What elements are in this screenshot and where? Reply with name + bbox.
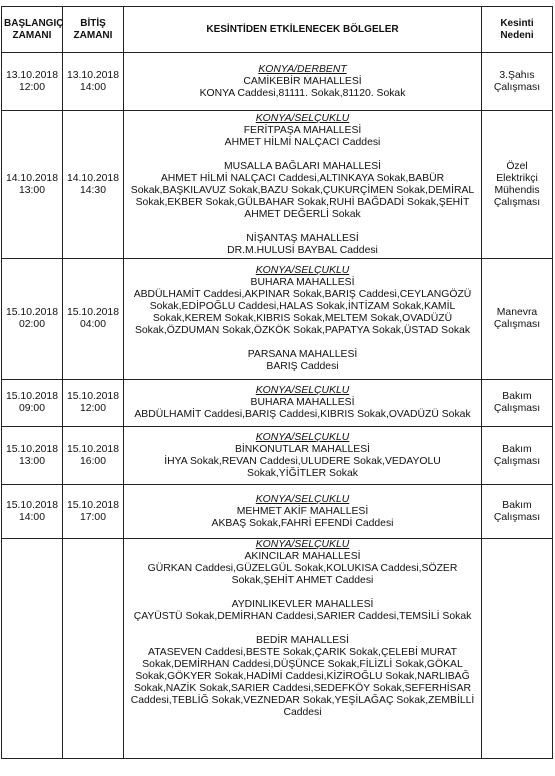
reason-line: Manevra xyxy=(496,307,538,318)
area-line: ÇAYÜSTÜ Sokak,DEMİRHAN Caddesi,SARIER Caddesi,TEMSİLİ Sokak xyxy=(133,611,472,622)
areas-cell xyxy=(124,427,482,485)
area-line: ABDÜLHAMİT Caddesi,BARIŞ Caddesi,KIBRIS Sokak,OVADÜZÜ Sokak xyxy=(134,409,471,420)
start-time: 12:00 xyxy=(18,81,45,93)
area-line: AKBAŞ Sokak,FAHRİ EFENDİ Caddesi xyxy=(211,517,394,529)
end-date: 13.10.2018 xyxy=(66,69,119,81)
start-cell xyxy=(2,111,63,259)
reason-line: Çalışması xyxy=(493,81,541,93)
reason-cell xyxy=(482,53,553,111)
reason-line: Özel xyxy=(506,160,528,172)
header-end: BİTİŞ ZAMANI xyxy=(63,7,124,53)
areas-cell xyxy=(124,53,482,111)
header-reason: Kesinti Nedeni xyxy=(482,7,553,53)
start-date: 15.10.2018 xyxy=(5,443,58,455)
start-cell xyxy=(2,53,63,111)
area-line: Sokak,BAŞKILAVUZ Sokak,BAZU Sokak,ÇUKURÇİMEN Sokak,DEMİRAL xyxy=(130,184,475,196)
area-line: AKINCILAR MAHALLESİ xyxy=(244,551,361,562)
region-label: KONYA/SELÇUKLU xyxy=(255,431,350,443)
area-line: MUSALLA BAĞLARI MAHALLESİ xyxy=(223,160,382,172)
area-line: Caddesi,TEBLİĞ Sokak,VEZNEDAR Sokak,YEŞİLAĞAÇ Sokak,ZEMBİLLİ xyxy=(130,695,475,706)
end-time: 14:30 xyxy=(79,184,106,196)
outage-table xyxy=(1,6,553,759)
area-line: Caddesi xyxy=(283,707,322,718)
start-cell xyxy=(2,539,63,759)
reason-line: Bakım xyxy=(502,391,532,402)
area-line: BEDİR MAHALLESİ xyxy=(256,635,349,646)
end-cell xyxy=(63,485,124,539)
end-time: 16:00 xyxy=(79,455,106,467)
reason-line: Elektrikçi xyxy=(496,172,538,184)
area-line: ABDÜLHAMİT Caddesi,AKPINAR Sokak,BARIŞ Caddesi,CEYLANGÖZÜ xyxy=(133,289,472,300)
start-cell xyxy=(2,380,63,427)
start-cell xyxy=(2,259,63,380)
reason-cell xyxy=(482,539,553,759)
area-line: GÜRKAN Caddesi,GÜZELGÜL Sokak,KOLUKISA Caddesi,SÖZER xyxy=(147,563,458,574)
start-date: 14.10.2018 xyxy=(5,172,58,184)
region-label: KONYA/SELÇUKLU xyxy=(255,493,350,505)
end-date: 15.10.2018 xyxy=(66,499,119,511)
end-cell xyxy=(63,380,124,427)
reason-cell xyxy=(482,111,553,259)
area-line: BUHARA MAHALLESİ xyxy=(250,277,355,288)
spacer xyxy=(126,221,479,233)
area-line: CAMİKEBİR MAHALLESİ xyxy=(243,75,362,87)
spacer xyxy=(126,149,479,161)
area-line: FERİTPAŞA MAHALLESİ xyxy=(243,124,362,136)
reason-line: Çalışması xyxy=(493,455,541,467)
table-row xyxy=(2,485,553,539)
header-start: BAŞLANGIÇ ZAMANI xyxy=(2,7,63,53)
reason-line: Çalışması xyxy=(493,196,541,208)
area-line: PARSANA MAHALLESİ xyxy=(247,349,358,360)
reason-line: Bakım xyxy=(502,499,532,511)
reason-line: Çalışması xyxy=(493,403,541,414)
area-line: Sokak,ÖZDUMAN Sokak,ÖZKÖK Sokak,PAPATYA Sokak,ÜSTAD Sokak xyxy=(134,325,471,336)
area-line: Sokak,KEREM Sokak,KIBRIS Sokak,MELTEM Sokak,OVADÜZÜ xyxy=(152,313,453,324)
areas-cell xyxy=(124,380,482,427)
start-time: 09:00 xyxy=(18,403,45,414)
start-time: 14:00 xyxy=(18,511,45,523)
spacer xyxy=(126,587,479,599)
area-line: NİŞANTAŞ MAHALLESİ xyxy=(246,232,359,244)
header-areas: KESİNTİDEN ETKİLENECEK BÖLGELER xyxy=(124,7,482,53)
region-label: KONYA/SELÇUKLU xyxy=(255,265,350,276)
end-date: 14.10.2018 xyxy=(66,172,119,184)
table-row xyxy=(2,380,553,427)
areas-cell xyxy=(124,539,482,759)
area-line: AYDINLIKEVLER MAHALLESİ xyxy=(231,599,374,610)
header-row xyxy=(2,7,553,53)
end-cell xyxy=(63,427,124,485)
spacer xyxy=(126,337,479,349)
area-line: AHMET DEĞERLİ Sokak xyxy=(244,208,361,220)
start-date: 15.10.2018 xyxy=(5,307,58,318)
reason-line: Çalışması xyxy=(493,319,541,330)
table-row xyxy=(2,259,553,380)
area-line: AHMET HİLMİ NALÇACI Caddesi xyxy=(224,136,381,148)
region-label: KONYA/SELÇUKLU xyxy=(255,539,350,550)
area-line: ATASEVEN Caddesi,BESTE Sokak,ÇARIK Sokak,ÇELEBİ MURAT xyxy=(148,647,457,658)
table-row xyxy=(2,539,553,759)
end-cell xyxy=(63,53,124,111)
reason-line: Mühendis xyxy=(494,184,540,196)
areas-cell xyxy=(124,485,482,539)
start-time: 02:00 xyxy=(18,319,45,330)
table-row xyxy=(2,53,553,111)
area-line: Sokak,NAZİK Sokak,SARIER Caddesi,SEDEFKÖY Sokak,SEFERHİSAR xyxy=(133,683,472,694)
end-cell xyxy=(63,111,124,259)
end-date: 15.10.2018 xyxy=(66,391,119,402)
end-time: 12:00 xyxy=(79,403,106,414)
region-label: KONYA/DERBENT xyxy=(258,63,347,75)
area-line: BUHARA MAHALLESİ xyxy=(250,397,355,408)
end-time: 14:00 xyxy=(79,81,106,93)
area-line: BİNKONUTLAR MAHALLESİ xyxy=(234,443,371,455)
table-row xyxy=(2,111,553,259)
table-row xyxy=(2,427,553,485)
area-line: BARIŞ Caddesi xyxy=(266,361,339,372)
reason-cell xyxy=(482,259,553,380)
reason-cell xyxy=(482,485,553,539)
reason-line: 3.Şahıs xyxy=(499,69,535,81)
reason-line: Çalışması xyxy=(493,511,541,523)
area-line: Sokak,DEMİRHAN Caddesi,DÜŞÜNCE Sokak,FİLİZLİ Sokak,GÖKAL xyxy=(142,659,463,670)
start-date: 15.10.2018 xyxy=(5,499,58,511)
end-cell xyxy=(63,539,124,759)
start-cell xyxy=(2,485,63,539)
area-line: Sokak,EDİPOĞLU Caddesi,HALAS Sokak,İNTİZAM Sokak,KAMİL xyxy=(149,301,456,312)
area-line: MEHMET AKİF MAHALLESİ xyxy=(236,505,369,517)
area-line: Sokak,YİĞİTLER Sokak xyxy=(247,467,358,479)
end-date: 15.10.2018 xyxy=(66,443,119,455)
start-time: 13:00 xyxy=(18,455,45,467)
start-date: 15.10.2018 xyxy=(5,391,58,402)
start-date: 13.10.2018 xyxy=(5,69,58,81)
region-label: KONYA/SELÇUKLU xyxy=(255,112,350,124)
reason-line: Bakım xyxy=(502,443,532,455)
start-time: 13:00 xyxy=(18,184,45,196)
area-line: AHMET HİLMİ NALÇACI Caddesi,ALTINKAYA Sokak,BABÜR xyxy=(160,172,445,184)
spacer xyxy=(126,623,479,635)
areas-cell xyxy=(124,111,482,259)
area-line: KONYA Caddesi,81111. Sokak,81120. Sokak xyxy=(199,87,406,99)
end-cell xyxy=(63,259,124,380)
area-line: Sokak,EKBER Sokak,GÜLBAHAR Sokak,RUHİ BAĞDADİ Sokak,ŞEHİT xyxy=(135,196,470,208)
end-time: 04:00 xyxy=(79,319,106,330)
reason-cell xyxy=(482,427,553,485)
areas-cell xyxy=(124,259,482,380)
area-line: Sokak,GÖKYER Sokak,HADİMİ Caddesi,KİZİROĞLU Sokak,NARLIBAĞ xyxy=(135,671,470,682)
area-line: İHYA Sokak,REVAN Caddesi,ULUDERE Sokak,VEDAYOLU xyxy=(164,455,441,467)
end-time: 17:00 xyxy=(79,511,106,523)
region-label: KONYA/SELÇUKLU xyxy=(255,385,350,396)
area-line: Sokak,ŞEHİT AHMET Caddesi xyxy=(231,575,374,586)
area-line: DR.M.HULUSİ BAYBAL Caddesi xyxy=(227,244,378,256)
start-cell xyxy=(2,427,63,485)
reason-cell xyxy=(482,380,553,427)
end-date: 15.10.2018 xyxy=(66,307,119,318)
